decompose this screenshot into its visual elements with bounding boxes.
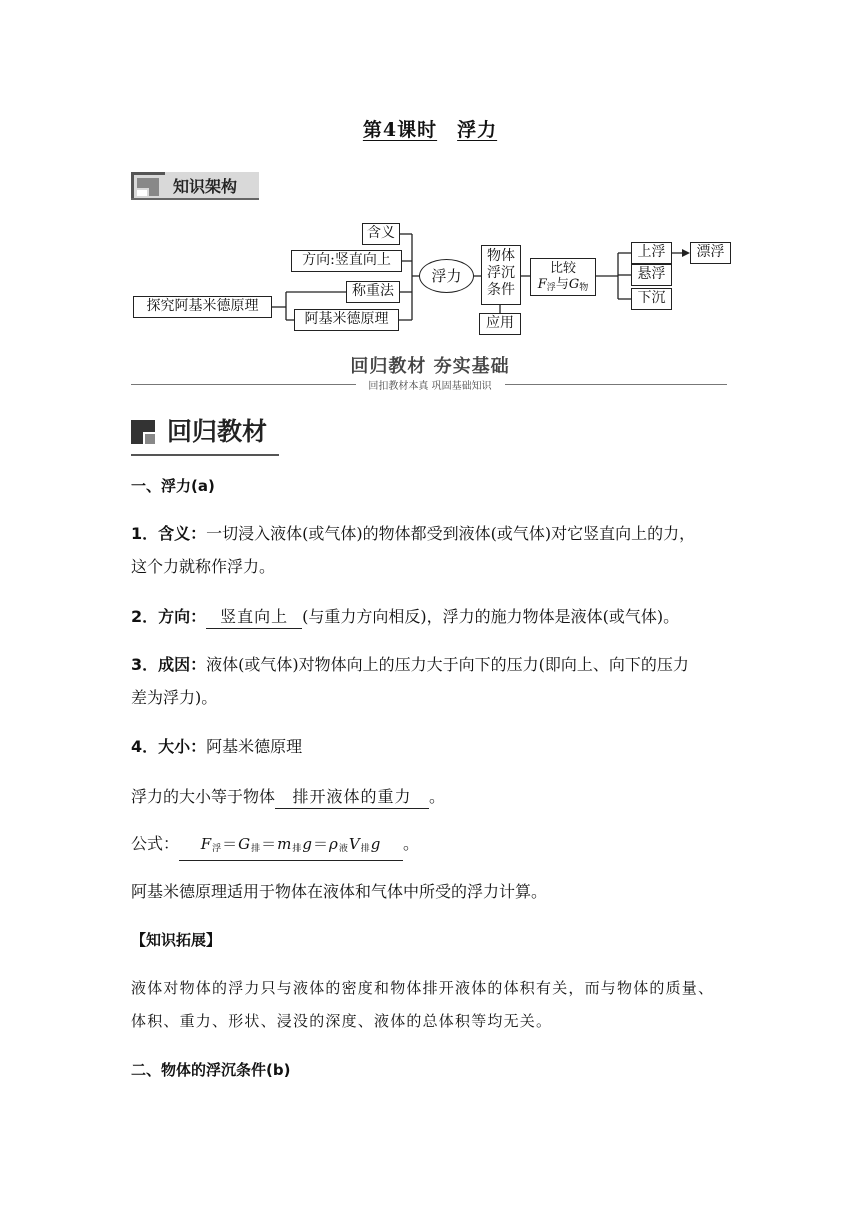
node-explore: 探究阿基米德原理 <box>133 296 272 318</box>
formula-f-sub: 浮 <box>212 844 223 854</box>
item-size-text: 阿基米德原理 <box>206 737 303 756</box>
title-lesson: 第4课时 <box>362 119 438 141</box>
item-meaning-text-1: 一切浸入液体(或气体)的物体都受到液体(或气体)对它竖直向上的力， <box>206 524 696 543</box>
formula-label: 公式： <box>131 834 180 853</box>
banner-subtitle: 回扣教材本真 巩固基础知识 <box>368 381 492 392</box>
section-label: 回归教材 <box>167 417 268 446</box>
size-text: 浮力的大小等于物体 <box>131 787 276 806</box>
item-direction-label: 2．方向： <box>131 607 207 626</box>
node-meaning: 含义 <box>362 223 400 245</box>
item-direction-text: (与重力方向相反)，浮力的施力物体是液体(或气体)。 <box>302 607 680 626</box>
item-size-label: 4．大小： <box>131 737 207 756</box>
formula-v: V <box>348 835 361 853</box>
size-statement <box>131 780 741 813</box>
section-header <box>131 412 279 450</box>
formula-blank <box>179 833 403 861</box>
node-buoyancy: 浮力 <box>419 259 474 293</box>
condition-line-2: 浮沉 <box>487 265 515 281</box>
formula-eq3: ＝ <box>313 835 330 853</box>
compare-f-sub: 浮 <box>546 283 556 293</box>
compare-line-1: 比较 <box>549 261 576 276</box>
item-meaning-label: 1．含义： <box>131 524 207 543</box>
condition-line-1: 物体 <box>487 248 515 264</box>
node-weighing: 称重法 <box>346 281 400 303</box>
knowledge-diagram <box>0 0 860 360</box>
item-cause-text-2: 差为浮力)。 <box>131 688 218 707</box>
item-cause <box>131 648 741 714</box>
compare-f: F <box>537 277 547 292</box>
formula-line <box>131 827 741 861</box>
item-cause-label: 3．成因： <box>131 655 207 674</box>
size-end: 。 <box>429 787 446 806</box>
formula-g2: g <box>370 835 382 853</box>
title-topic: 浮力 <box>457 119 498 141</box>
item-size <box>131 730 741 763</box>
formula-m: m <box>277 835 293 853</box>
framework-label: 知识架构 <box>173 177 238 196</box>
node-sink: 下沉 <box>631 288 672 310</box>
square-icon <box>131 420 155 444</box>
formula-g-sub: 排 <box>251 844 262 854</box>
formula-eq2: ＝ <box>261 835 278 853</box>
compare-mid: 与 <box>555 277 569 292</box>
heading-conditions: 二、物体的浮沉条件(b) <box>131 1061 291 1079</box>
compare-line-2 <box>531 277 595 296</box>
extension-title: 【知识拓展】 <box>131 931 222 949</box>
item-meaning <box>131 517 741 583</box>
node-suspend: 悬浮 <box>631 264 672 286</box>
compare-g: G <box>568 277 580 292</box>
node-direction: 方向:竖直向上 <box>291 250 402 272</box>
extension-line-2: 体积、重力、形状、浸没的深度、液体的总体积等均无关。 <box>131 1012 553 1030</box>
formula-rho: ρ <box>329 835 339 853</box>
item-cause-text-1: 液体(或气体)对物体向上的压力大于向下的压力(即向上、向下的压力 <box>206 655 689 674</box>
extension-text <box>131 972 743 1038</box>
section-underline <box>131 454 279 456</box>
size-blank: 排开液体的重力 <box>275 786 429 809</box>
formula-g1: g <box>302 835 314 853</box>
node-application: 应用 <box>479 313 521 335</box>
node-archimedes: 阿基米德原理 <box>294 309 399 331</box>
formula-m-sub: 排 <box>292 844 303 854</box>
condition-line-3: 条件 <box>487 282 515 298</box>
item-direction <box>131 600 741 633</box>
extension-line-1: 液体对物体的浮力只与液体的密度和物体排开液体的体积有关，而与物体的质量、 <box>131 979 715 997</box>
diagram-connectors <box>0 0 860 360</box>
formula-f: F <box>200 835 213 853</box>
heading-buoyancy-text: 一、浮力(a) <box>131 477 215 495</box>
formula-v-sub: 排 <box>360 844 371 854</box>
node-rise: 上浮 <box>631 242 672 264</box>
formula-rho-sub: 液 <box>338 844 349 854</box>
formula-end: 。 <box>403 834 420 853</box>
node-compare <box>530 258 596 296</box>
item-meaning-text-2: 这个力就称作浮力。 <box>131 557 276 576</box>
heading-buoyancy <box>131 470 741 503</box>
compare-g-sub: 物 <box>579 283 589 293</box>
archimedes-scope: 阿基米德原理适用于物体在液体和气体中所受的浮力计算。 <box>131 882 548 901</box>
node-float: 漂浮 <box>690 242 731 264</box>
formula-g: G <box>238 835 252 853</box>
banner-title: 回归教材 夯实基础 <box>350 356 510 377</box>
direction-blank: 竖直向上 <box>206 606 302 629</box>
node-conditions <box>481 245 521 305</box>
formula-eq1: ＝ <box>222 835 239 853</box>
